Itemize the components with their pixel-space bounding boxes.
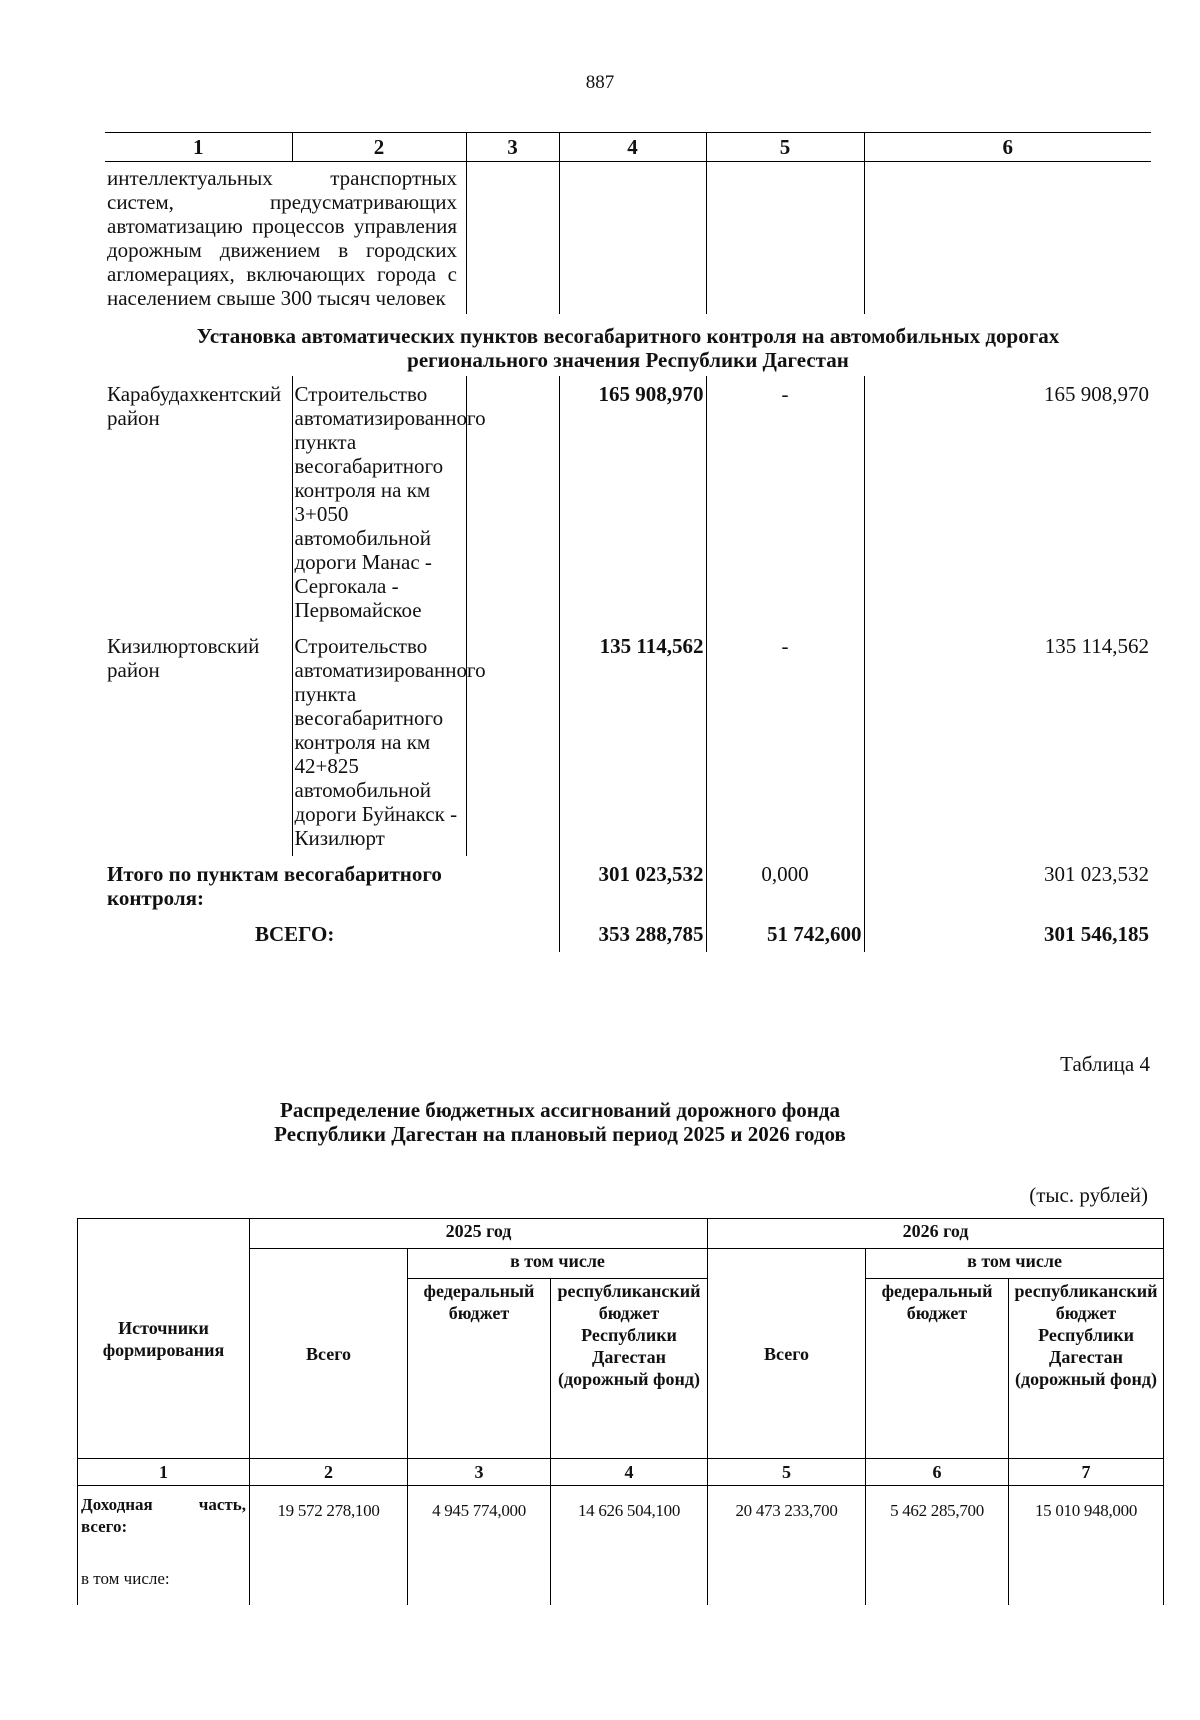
units-label: (тыс. рублей): [1029, 1183, 1148, 1207]
column-number: 4: [551, 1459, 708, 1486]
continued-row: [105, 162, 1151, 315]
table-title-line: Распределение бюджетных ассигнований дорожного фонда: [280, 1098, 840, 1122]
total-2025-cell: 19 572 278,100: [250, 1486, 408, 1546]
federal-cell: -: [706, 376, 864, 628]
description-cell: Строительство автоматизированного пункта весогабаритного контроля на км 42+825 автомобильной дороги Буйнакск - Кизилюрт: [292, 628, 466, 856]
header-federal: федеральный бюджет: [408, 1279, 551, 1459]
investment-table: [105, 132, 1151, 952]
column-number: 2: [250, 1459, 408, 1486]
column-number: 4: [559, 133, 706, 162]
sub-label-row: [78, 1546, 1164, 1605]
table-label: Таблица 4: [1060, 1052, 1150, 1076]
regional-cell: 135 114,562: [1044, 634, 1149, 658]
table-row: [105, 376, 1151, 628]
header-total: Всего: [708, 1249, 866, 1459]
column-number: 7: [1009, 1459, 1164, 1486]
regional-cell: 165 908,970: [1044, 382, 1149, 406]
total-2026-cell: 20 473 233,700: [708, 1486, 866, 1546]
header-regional: республиканский бюджет Республики Дагестан (дорожный фонд): [1009, 1279, 1164, 1459]
budget-allocation-table: [77, 1218, 1164, 1605]
federal-2026-cell: 5 462 285,700: [866, 1486, 1009, 1546]
source-cell: Доходная часть, всего:: [78, 1486, 250, 1546]
subtotal-regional: 301 023,532: [1044, 862, 1149, 886]
grand-total-row: [105, 916, 1151, 952]
column-number: 6: [864, 133, 1151, 162]
column-number: 5: [706, 133, 864, 162]
table-row: [105, 628, 1151, 856]
subtotal-label: Итого по пунктам весогабаритного контроля:: [107, 862, 442, 910]
subtotal-federal: 0,000: [706, 856, 864, 916]
subtotal-row: [105, 856, 1151, 916]
header-source: Источники формирования: [78, 1219, 250, 1459]
continued-text: интеллектуальных транспортных систем, предусматривающих автоматизацию процессов управления дорожным движением в городских агломерациях, включающих города с населением свыше 300 тысяч человек: [105, 162, 466, 315]
table-title-line: Республики Дагестан на плановый период 2025 и 2026 годов: [274, 1122, 846, 1146]
section-title-row: [105, 314, 1151, 376]
header-total: Всего: [250, 1249, 408, 1459]
federal-2025-cell: 4 945 774,000: [408, 1486, 551, 1546]
total-cell: 165 908,970: [559, 376, 706, 628]
header-including: в том числе: [866, 1249, 1164, 1279]
table-title: [0, 1098, 1120, 1146]
header-federal: федеральный бюджет: [866, 1279, 1009, 1459]
column-number-row: [78, 1459, 1164, 1486]
column-number: 3: [466, 133, 559, 162]
district-cell: Кизилюртовский район: [107, 634, 260, 682]
grand-total-federal: 51 742,600: [706, 916, 864, 952]
column-number: 6: [866, 1459, 1009, 1486]
header-regional: республиканский бюджет Республики Дагестан (дорожный фонд): [551, 1279, 708, 1459]
page-number: 887: [585, 72, 615, 93]
header-year-2025: 2025 год: [250, 1219, 708, 1249]
column-number: 3: [408, 1459, 551, 1486]
regional-2025-cell: 14 626 504,100: [551, 1486, 708, 1546]
subtotal-total: 301 023,532: [559, 856, 706, 916]
grand-total-total: 353 288,785: [559, 916, 706, 952]
grand-total-label: ВСЕГО:: [255, 922, 335, 946]
total-cell: 135 114,562: [559, 628, 706, 856]
header-including: в том числе: [408, 1249, 708, 1279]
header-year-2026: 2026 год: [708, 1219, 1164, 1249]
column-number: 2: [292, 133, 466, 162]
column-number: 1: [78, 1459, 250, 1486]
regional-2026-cell: 15 010 948,000: [1009, 1486, 1164, 1546]
column-number: 1: [105, 133, 292, 162]
section-title: Установка автоматических пунктов весогабаритного контроля на автомобильных дорогах регионального значения Республики Дагестан: [196, 324, 1060, 372]
column-number: 5: [708, 1459, 866, 1486]
table-row: [78, 1486, 1164, 1546]
district-cell: Карабудахкентский район: [107, 382, 282, 430]
federal-cell: -: [706, 628, 864, 856]
sub-label: в том числе:: [78, 1546, 250, 1605]
column-number-row: [105, 133, 1151, 162]
grand-total-regional: 301 546,185: [1044, 922, 1149, 946]
description-cell: Строительство автоматизированного пункта весогабаритного контроля на км 3+050 автомобильной дороги Манас - Сергокала - Первомайское: [292, 376, 466, 628]
